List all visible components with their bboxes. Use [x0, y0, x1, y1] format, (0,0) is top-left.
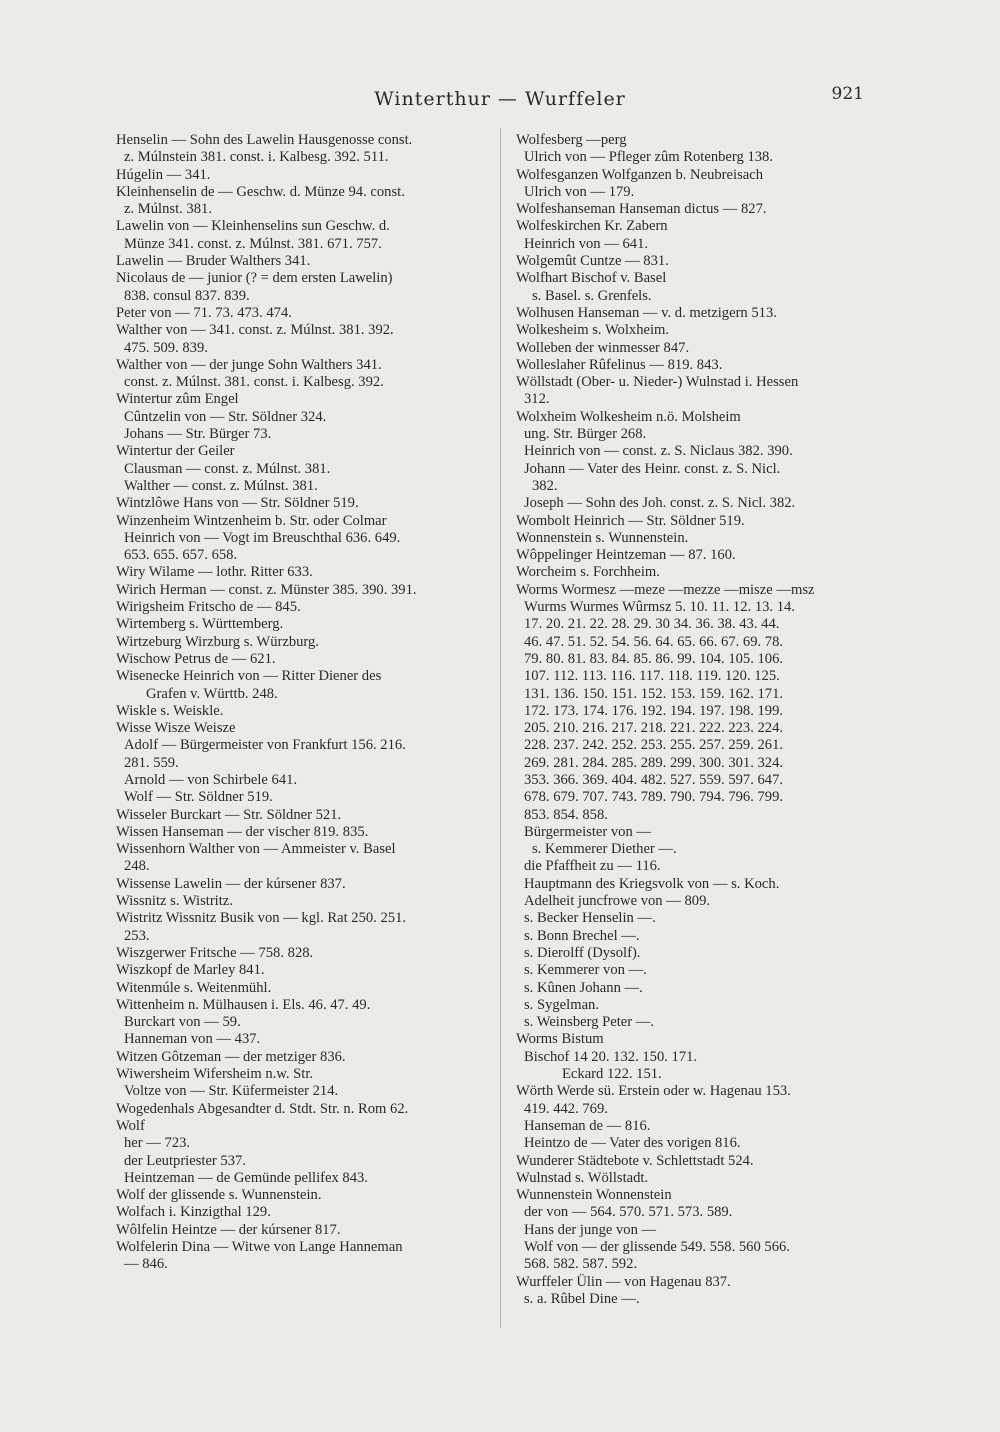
index-entry-line: 17. 20. 21. 22. 28. 29. 30 34. 36. 38. 43. 44. — [524, 616, 780, 633]
index-entry-line: s. Kemmerer von —. — [524, 962, 647, 979]
index-entry-line: s. Dierolff (Dysolf). — [524, 944, 641, 961]
index-entry-line: Wolf der glissende s. Wunnenstein. — [116, 1187, 322, 1204]
index-entry-line: Wôlfelin Heintze — der kúrsener 817. — [116, 1221, 341, 1238]
index-entry-line: 281. 559. — [124, 754, 179, 771]
index-entry-line: Grafen v. Württb. 248. — [146, 685, 278, 702]
index-entry-line: Worms Wormesz —meze —mezze —misze —msz — [516, 581, 815, 598]
index-entry-line: Clausman — const. z. Múlnst. 381. — [124, 460, 331, 477]
index-entry-line: Wunnenstein Wonnenstein — [516, 1187, 672, 1204]
index-entry-line: s. Weinsberg Peter —. — [524, 1014, 655, 1031]
index-entry-line: 853. 854. 858. — [524, 806, 608, 823]
index-entry-line: Wurms Wurmes Wûrmsz 5. 10. 11. 12. 13. 14. — [524, 599, 795, 616]
index-entry-line: Wôppelinger Heintzeman — 87. 160. — [516, 547, 736, 564]
index-entry-line: Kleinhenselin de — Geschw. d. Münze 94. const. — [116, 183, 405, 200]
index-entry-line: Eckard 122. 151. — [562, 1066, 662, 1083]
index-entry-line: Burckart von — 59. — [124, 1014, 241, 1031]
index-entry-line: Wissnitz s. Wistritz. — [116, 893, 233, 910]
index-entry-line: Wissense Lawelin — der kúrsener 837. — [116, 875, 346, 892]
index-entry-line: 269. 281. 284. 285. 289. 299. 300. 301. 324. — [524, 754, 784, 771]
index-entry-line: her — 723. — [124, 1135, 191, 1152]
index-entry-line: Wolfelerin Dina — Witwe von Lange Hanneman — [116, 1239, 403, 1255]
index-entry-line: 172. 173. 174. 176. 192. 194. 197. 198. 199. — [524, 702, 784, 719]
index-entry-line: Wöllstadt (Ober- u. Nieder-) Wulnstad i. Hessen — [516, 374, 799, 391]
index-entry-line: Wolfeshanseman Hanseman dictus — 827. — [516, 201, 767, 218]
index-entry-line: Wistritz Wissnitz Busik von — kgl. Rat 250. 251. — [116, 910, 407, 927]
index-entry-line: Hanneman von — 437. — [124, 1031, 261, 1048]
index-entry-line: Wolkesheim s. Wolxheim. — [516, 322, 670, 339]
index-entry-line: Wolf von — der glissende 549. 558. 560 566. — [524, 1239, 790, 1255]
index-entry-line: s. Kemmerer Diether —. — [532, 841, 677, 858]
index-entry-line: Ulrich von — 179. — [524, 183, 635, 200]
index-entry-line: Wogedenhals Abgesandter d. Stdt. Str. n. Rom 62. — [116, 1100, 409, 1117]
index-entry-line: Witzen Gôtzeman — der metziger 836. — [116, 1048, 346, 1065]
index-entry-line: Wisenecke Heinrich von — Ritter Diener des — [116, 668, 382, 685]
index-entry-line: Heinrich von — 641. — [524, 235, 649, 252]
index-entry-line: Wiwersheim Wifersheim n.w. Str. — [116, 1066, 314, 1083]
index-entry-line: 228. 237. 242. 252. 253. 255. 257. 259. 261. — [524, 737, 784, 754]
index-entry-line: — 846. — [124, 1256, 168, 1273]
index-entry-line: 312. — [524, 391, 550, 408]
index-entry-line: 248. — [124, 858, 150, 875]
index-entry-line: 46. 47. 51. 52. 54. 56. 64. 65. 66. 67. 69. 78. — [524, 633, 784, 650]
index-entry-line: Wolf — [116, 1117, 145, 1134]
index-entry-line: Walther von — der junge Sohn Walthers 341. — [116, 356, 382, 373]
index-entry-line: Wombolt Heinrich — Str. Söldner 519. — [516, 512, 745, 529]
index-entry-line: ung. Str. Bürger 268. — [524, 426, 647, 443]
index-entry-line: Bischof 14 20. 132. 150. 171. — [524, 1048, 698, 1065]
index-entry-line: Wolleslaher Rûfelinus — 819. 843. — [516, 356, 723, 373]
index-entry-line: Wintertur der Geiler — [116, 443, 235, 460]
index-entry-line: Wiszkopf de Marley 841. — [116, 962, 265, 979]
index-entry-line: Wolfhart Bischof v. Basel — [516, 270, 667, 287]
index-entry-line: Wirich Herman — const. z. Münster 385. 390. 391. — [116, 581, 417, 598]
index-entry-line: const. z. Múlnst. 381. const. i. Kalbesg. 392. — [124, 374, 384, 391]
index-entry-line: Wolgemût Cuntze — 831. — [516, 253, 669, 270]
index-entry-line: Wolfesganzen Wolfganzen b. Neubreisach — [516, 166, 763, 183]
index-entry-line: Wolhusen Hanseman — v. d. metzigern 513. — [516, 304, 777, 321]
index-entry-line: z. Múlnstein 381. const. i. Kalbesg. 392. 511. — [124, 149, 389, 166]
index-entry-line: Wunderer Städtebote v. Schlettstadt 524. — [516, 1152, 754, 1169]
left-column — [116, 132, 488, 1274]
index-entry-line: der von — 564. 570. 571. 573. 589. — [524, 1204, 733, 1221]
column-divider — [500, 128, 501, 1328]
index-entry-line: s. a. Rûbel Dine —. — [524, 1290, 640, 1307]
index-entry-line: Arnold — von Schirbele 641. — [124, 771, 298, 788]
index-entry-line: Wiry Wilame — lothr. Ritter 633. — [116, 564, 313, 581]
index-entry-line: Wintertur zûm Engel — [116, 391, 239, 408]
index-entry-line: Wittenheim n. Mülhausen i. Els. 46. 47. 49. — [116, 996, 371, 1013]
index-entry-line: Lawelin von — Kleinhenselins sun Geschw. d. — [116, 218, 390, 235]
index-entry-line: Wischow Petrus de — 621. — [116, 650, 276, 667]
index-entry-line: Voltze von — Str. Küfermeister 214. — [124, 1083, 339, 1100]
index-entry-line: Wiskle s. Weiskle. — [116, 702, 224, 719]
index-entry-line: Nicolaus de — junior (? = dem ersten Lawelin) — [116, 270, 393, 287]
index-entry-line: Hanseman de — 816. — [524, 1117, 651, 1134]
index-entry-line: Joseph — Sohn des Joh. const. z. S. Nicl. 382. — [524, 495, 796, 512]
index-entry-line: Bürgermeister von — — [524, 823, 651, 840]
index-entry-line: Winzenheim Wintzenheim b. Str. oder Colmar — [116, 512, 387, 529]
index-entry-line: Wolleben der winmesser 847. — [516, 339, 690, 356]
index-entry-line: s. Kûnen Johann —. — [524, 979, 643, 996]
index-entry-line: Henselin — Sohn des Lawelin Hausgenosse const. — [116, 132, 413, 148]
index-entry-line: Worcheim s. Forchheim. — [516, 564, 660, 581]
index-entry-line: s. Sygelman. — [524, 996, 599, 1013]
index-entry-line: Hans der junge von — — [524, 1221, 657, 1238]
page-header — [0, 84, 1000, 116]
index-entry-line: Adolf — Bürgermeister von Frankfurt 156. 216. — [124, 737, 406, 754]
index-entry-line: Wörth Werde sü. Erstein oder w. Hagenau 153. — [516, 1083, 791, 1100]
index-entry-line: Wolxheim Wolkesheim n.ö. Molsheim — [516, 408, 741, 425]
index-entry-line: der Leutpriester 537. — [124, 1152, 246, 1169]
index-entry-line: 107. 112. 113. 116. 117. 118. 119. 120. 125. — [524, 668, 780, 685]
index-entry-line: die Pfaffheit zu — 116. — [524, 858, 661, 875]
index-entry-line: Walther — const. z. Múlnst. 381. — [124, 477, 318, 494]
index-entry-line: Wiszgerwer Fritsche — 758. 828. — [116, 944, 314, 961]
index-entry-line: Wurffeler Ülin — von Hagenau 837. — [516, 1273, 731, 1290]
index-entry-line: Wolfesberg —perg — [516, 132, 627, 148]
index-entry-line: 568. 582. 587. 592. — [524, 1256, 638, 1273]
index-entry-line: 205. 210. 216. 217. 218. 221. 222. 223. 224. — [524, 720, 784, 737]
index-entry-line: Wirtemberg s. Württemberg. — [116, 616, 284, 633]
index-entry-line: 131. 136. 150. 151. 152. 153. 159. 162. 171. — [524, 685, 784, 702]
index-entry-line: Wirtzeburg Wirzburg s. Würzburg. — [116, 633, 319, 650]
index-entry-line: Wonnenstein s. Wunnenstein. — [516, 529, 689, 546]
index-entry-line: 253. — [124, 927, 150, 944]
page-title: Winterthur — Wurffeler — [374, 88, 626, 110]
index-entry-line: Wisseler Burckart — Str. Söldner 521. — [116, 806, 342, 823]
index-entry-line: Wissenhorn Walther von — Ammeister v. Basel — [116, 841, 396, 858]
index-entry-line: Peter von — 71. 73. 473. 474. — [116, 304, 292, 321]
index-entry-line: Heintzo de — Vater des vorigen 816. — [524, 1135, 741, 1152]
index-entry-line: s. Basel. s. Grenfels. — [532, 287, 652, 304]
index-entry-line: 653. 655. 657. 658. — [124, 547, 238, 564]
index-entry-line: 79. 80. 81. 83. 84. 85. 86. 99. 104. 105. 106. — [524, 650, 784, 667]
index-entry-line: z. Múlnst. 381. — [124, 201, 212, 218]
index-entry-line: Cûntzelin von — Str. Söldner 324. — [124, 408, 327, 425]
index-entry-line: Johann — Vater des Heinr. const. z. S. Nicl. — [524, 460, 781, 477]
index-entry-line: Hauptmann des Kriegsvolk von — s. Koch. — [524, 875, 780, 892]
right-column — [516, 132, 890, 1308]
index-entry-line: Húgelin — 341. — [116, 166, 211, 183]
index-entry-line: Adelheit juncfrowe von — 809. — [524, 893, 711, 910]
index-entry-line: s. Becker Henselin —. — [524, 910, 656, 927]
index-entry-line: s. Bonn Brechel —. — [524, 927, 640, 944]
index-entry-line: Wolfeskirchen Kr. Zabern — [516, 218, 668, 235]
index-entry-line: Lawelin — Bruder Walthers 341. — [116, 253, 311, 270]
index-entry-line: Walther von — 341. const. z. Múlnst. 381. 392. — [116, 322, 394, 339]
index-entry-line: 419. 442. 769. — [524, 1100, 608, 1117]
index-entry-line: Wisse Wisze Weisze — [116, 720, 236, 737]
index-entry-line: 475. 509. 839. — [124, 339, 208, 356]
index-entry-line: Wulnstad s. Wöllstadt. — [516, 1169, 649, 1186]
index-entry-line: Johans — Str. Bürger 73. — [124, 426, 272, 443]
index-entry-line: Witenmúle s. Weitenmühl. — [116, 979, 272, 996]
index-entry-line: Heintzeman — de Gemünde pellifex 843. — [124, 1169, 368, 1186]
index-entry-line: Heinrich von — Vogt im Breuschthal 636. 649. — [124, 529, 401, 546]
index-entry-line: 353. 366. 369. 404. 482. 527. 559. 597. 647. — [524, 771, 784, 788]
index-entry-line: 678. 679. 707. 743. 789. 790. 794. 796. 799. — [524, 789, 784, 806]
page-number: 921 — [831, 84, 864, 104]
index-entry-line: 838. consul 837. 839. — [124, 287, 250, 304]
index-entry-line: Wintzlôwe Hans von — Str. Söldner 519. — [116, 495, 359, 512]
index-entry-line: Münze 341. const. z. Múlnst. 381. 671. 757. — [124, 235, 382, 252]
index-entry-line: Heinrich von — const. z. S. Niclaus 382. 390. — [524, 443, 793, 460]
index-entry-line: Wolfach i. Kinzigthal 129. — [116, 1204, 271, 1221]
index-entry-line: Wissen Hanseman — der vischer 819. 835. — [116, 823, 369, 840]
index-entry-line: Wolf — Str. Söldner 519. — [124, 789, 273, 806]
index-entry-line: Ulrich von — Pfleger zûm Rotenberg 138. — [524, 149, 773, 166]
index-entry-line: Worms Bistum — [516, 1031, 604, 1048]
index-entry-line: 382. — [532, 477, 558, 494]
index-entry-line: Wirigsheim Fritscho de — 845. — [116, 599, 301, 616]
